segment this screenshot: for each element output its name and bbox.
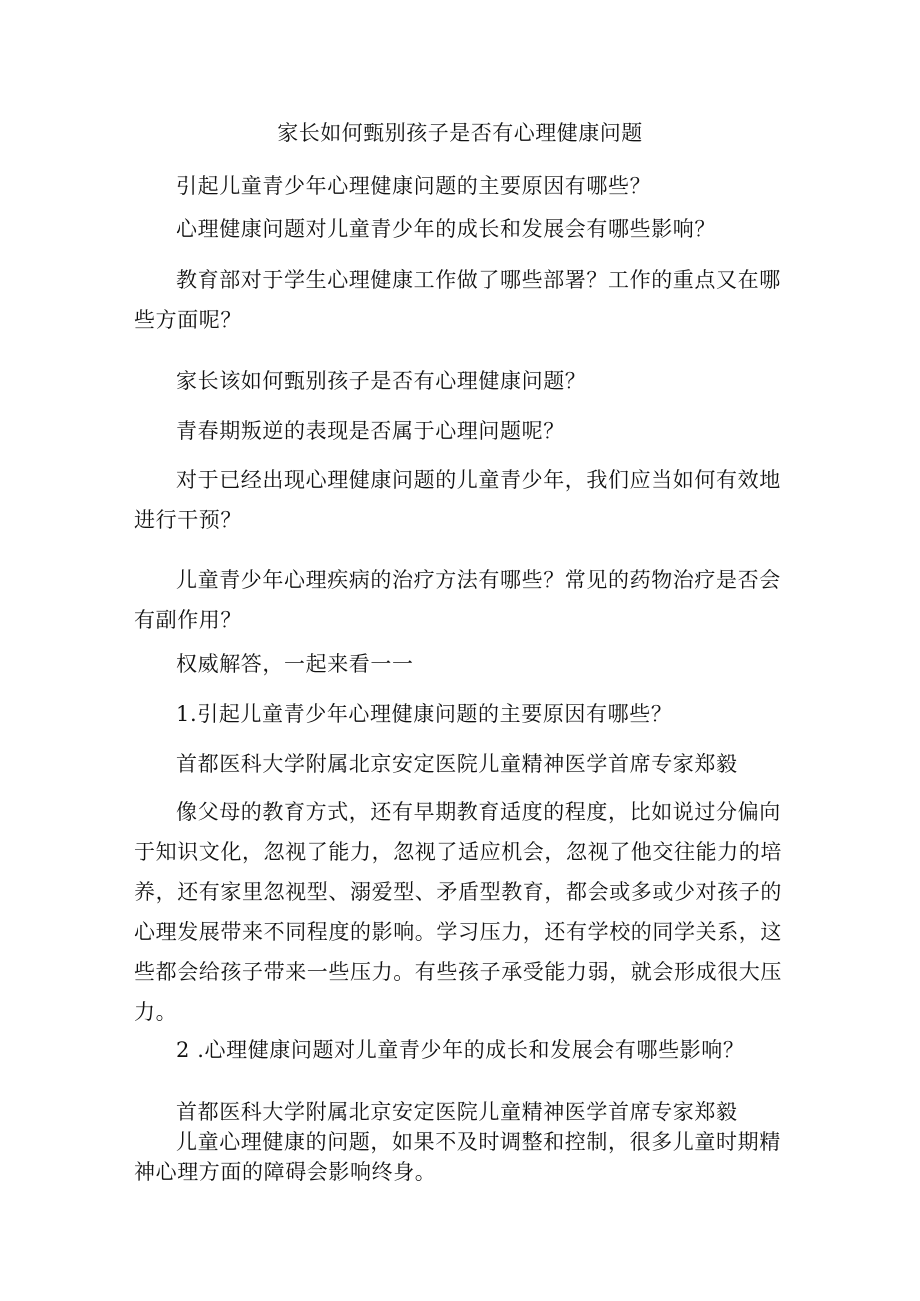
- paragraph-question-ministry: 教育部对于学生心理健康工作做了哪些部署？工作的重点又在哪些方面呢？: [134, 268, 781, 332]
- section-heading-1: 1.引起儿童青少年心理健康问题的主要原因有哪些？: [176, 702, 673, 726]
- paragraph-intro: 权威解答，一起来看一一: [176, 652, 414, 676]
- paragraph-question-treatment: 儿童青少年心理疾病的治疗方法有哪些？常见的药物治疗是否会有副作用？: [134, 568, 781, 632]
- paragraph-answer-2: 儿童心理健康的问题，如果不及时调整和控制，很多儿童时期精神心理方面的障碍会影响终身。: [134, 1130, 781, 1184]
- paragraph-question-rebellion: 青春期叛逆的表现是否属于心理问题呢？: [176, 419, 565, 443]
- section-heading-2: 2 .心理健康问题对儿童青少年的成长和发展会有哪些影响？: [176, 1038, 745, 1062]
- paragraph-question-impact: 心理健康问题对儿童青少年的成长和发展会有哪些影响？: [176, 217, 716, 241]
- paragraph-answer-1: 像父母的教育方式，还有早期教育适度的程度，比如说过分偏向于知识文化，忽视了能力，忽视了适应机会，忽视了他交往能力的培养，还有家里忽视型、溺爱型、矛盾型教育，都会或多或少对孩子的心理发展带来不同程度的影响。学习压力，还有学校的同学关系，这些都会给孩子带来一些压力。有些孩子承受能力弱，就会形成很大压力。: [134, 800, 782, 1024]
- paragraph-expert-1: 首都医科大学附属北京安定医院儿童精神医学首席专家郑毅: [176, 752, 738, 776]
- document-title: 家长如何甄别孩子是否有心理健康问题: [277, 121, 643, 145]
- paragraph-question-identify: 家长该如何甄别孩子是否有心理健康问题？: [176, 369, 587, 393]
- paragraph-question-intervention: 对于已经出现心理健康问题的儿童青少年，我们应当如何有效地进行干预？: [134, 468, 781, 532]
- paragraph-expert-2: 首都医科大学附属北京安定医院儿童精神医学首席专家郑毅: [176, 1100, 738, 1124]
- paragraph-question-causes: 引起儿童青少年心理健康问题的主要原因有哪些？: [176, 174, 652, 198]
